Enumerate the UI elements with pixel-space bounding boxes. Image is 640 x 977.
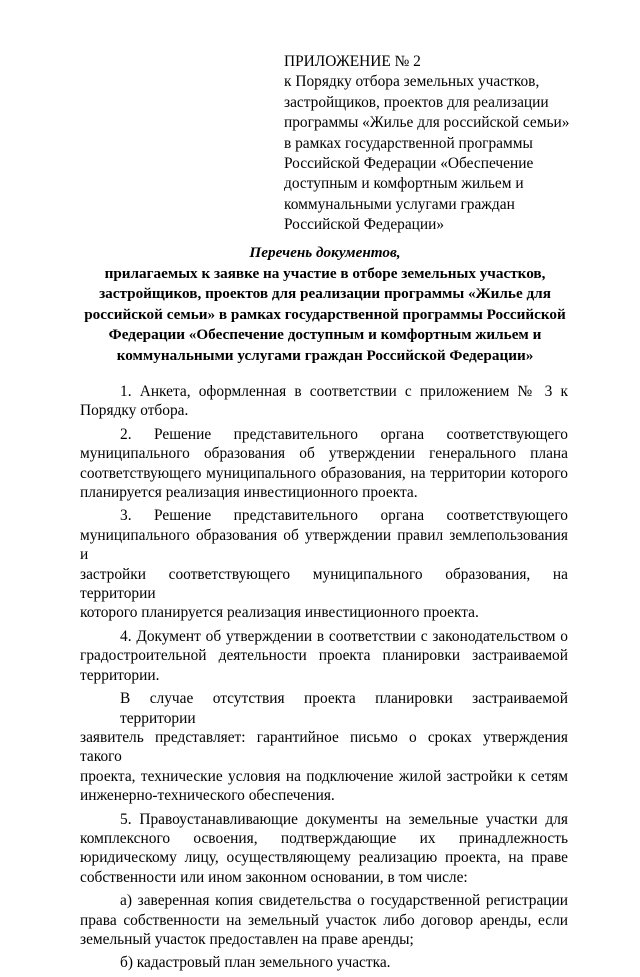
- appendix-line: коммунальными услугами граждан: [284, 195, 515, 213]
- document-body: [80, 382, 568, 977]
- paragraph-line: юридическому лицу, осуществляющему реализацию проекта, на праве: [80, 849, 568, 867]
- paragraph-line: которого планируется реализация инвестиционного проекта.: [80, 604, 479, 622]
- paragraph-item-5b: [80, 953, 568, 972]
- appendix-line: застройщиков, проектов для реализации: [284, 93, 549, 111]
- paragraph-item-3: [80, 506, 568, 622]
- paragraph-item-5a: [80, 891, 568, 949]
- paragraph-line: В случае отсутствия проекта планировки застраиваемой территории: [120, 690, 568, 727]
- title-line: коммунальными услугами граждан Российской Федерации»: [116, 346, 534, 364]
- paragraph-item-5: [80, 810, 568, 888]
- paragraph-item-2: [80, 425, 568, 503]
- paragraph-line: застройки соответствующего муниципального образования, на территории: [80, 565, 568, 603]
- document-title: [70, 243, 580, 366]
- paragraph-line: 5. Правоустанавливающие документы на земельные участки для: [120, 810, 568, 828]
- paragraph-line: соответствующего муниципального образования, на территории которого: [80, 464, 568, 482]
- paragraph-line: муниципального образования об утверждении правил землепользования и: [80, 526, 568, 564]
- paragraph-line: права собственности на земельный участок либо договор аренды, если: [80, 911, 568, 929]
- paragraph-line: 2. Решение представительного органа соответствующего: [120, 425, 568, 443]
- paragraph-line: 4. Документ об утверждении в соответствии с законодательством о: [120, 627, 568, 645]
- paragraph-item-1: [80, 382, 568, 421]
- appendix-line: ПРИЛОЖЕНИЕ № 2: [284, 53, 421, 70]
- appendix-line: программы «Жилье для российской семьи»: [284, 114, 570, 132]
- title-line: застройщиков, проектов для реализации программы «Жилье для: [99, 285, 551, 302]
- appendix-line: в рамках государственной программы: [284, 134, 533, 152]
- title-line: Федерации «Обеспечение доступным и комфортным жильем и: [108, 326, 542, 343]
- appendix-header: [284, 52, 584, 236]
- paragraph-line: планируется реализация инвестиционного проекта.: [80, 484, 418, 502]
- paragraph-line: комплексного освоения, подтверждающие их принадлежность: [80, 829, 568, 847]
- title-line: Перечень документов,: [249, 244, 401, 261]
- paragraph-line: 3. Решение представительного органа соответствующего: [120, 507, 568, 525]
- title-line: прилагаемых к заявке на участие в отборе земельных участков,: [104, 264, 546, 282]
- paragraph-line: земельный участок предоставлен на праве аренды;: [80, 930, 414, 948]
- paragraph-line: градостроительной деятельности проекта планировки застраиваемой: [80, 647, 568, 665]
- paragraph-line: собственности или ином законном основании, в том числе:: [80, 868, 468, 886]
- appendix-line: Российской Федерации»: [284, 216, 445, 234]
- paragraph-line: инженерно-технического обеспечения.: [80, 787, 335, 805]
- paragraph-line: Порядку отбора.: [80, 402, 189, 420]
- paragraph-line: территории.: [80, 666, 160, 684]
- appendix-line: к Порядку отбора земельных участков,: [284, 73, 540, 91]
- paragraph-line: заявитель представляет: гарантийное письмо о сроках утверждения такого: [80, 728, 568, 766]
- paragraph-line: а) заверенная копия свидетельства о государственной регистрации: [120, 892, 568, 910]
- paragraph-line: 1. Анкета, оформленная в соответствии с приложением № 3 к: [120, 383, 568, 400]
- paragraph-line: проекта, технические условия на подключение жилой застройки к сетям: [80, 767, 568, 785]
- paragraph-no-plan: [80, 689, 568, 805]
- paragraph-item-4: [80, 627, 568, 685]
- title-line: российской семьи» в рамках государственной программы Российской: [84, 305, 566, 323]
- appendix-line: доступным и комфортным жильем и: [284, 175, 524, 193]
- paragraph-line: б) кадастровый план земельного участка.: [120, 954, 391, 972]
- appendix-line: Российской Федерации «Обеспечение: [284, 155, 534, 173]
- paragraph-line: муниципального образования об утверждении генерального плана: [80, 445, 568, 463]
